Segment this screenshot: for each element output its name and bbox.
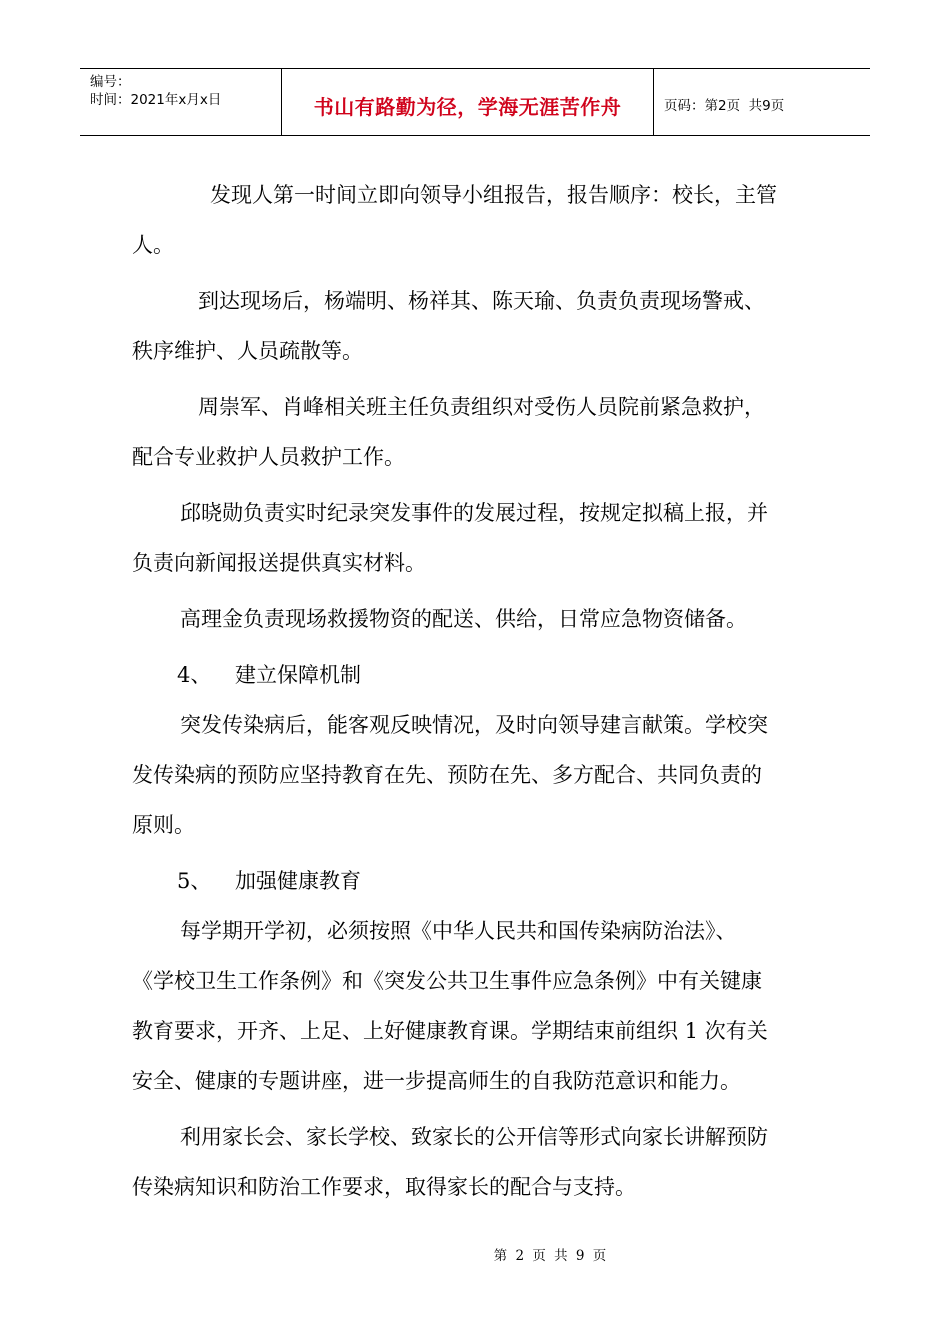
document-time: 时间：2021年x月x日 (90, 92, 222, 108)
paragraph-line: 每学期开学初，必须按照《中华人民共和国传染病防治法》、 (180, 919, 737, 943)
paragraph-on-site (132, 276, 822, 326)
header-meta (80, 69, 282, 135)
section-title: 建立保障机制 (235, 663, 361, 687)
paragraph-line: 《学校卫生工作条例》和《突发公共卫生事件应急条例》中有关键康 (132, 969, 762, 993)
paragraph-recording (132, 488, 822, 538)
paragraph-line: 突发传染病后，能客观反映情况，及时向领导建言献策。学校突 (180, 713, 768, 737)
page-header (80, 68, 870, 136)
document-number-label: 编号： (90, 74, 131, 90)
header-page-info (654, 69, 870, 135)
paragraph-line: 负责向新闻报送提供真实材料。 (132, 551, 426, 575)
paragraph-line: 到达现场后，杨端明、杨祥其、陈天瑜、负责负责现场警戒、 (198, 289, 765, 313)
section-heading-4 (132, 650, 822, 700)
paragraph-line: 教育要求，开齐、上足、上好健康教育课。学期结束前组织 1 次有关 (132, 1019, 768, 1043)
paragraph-line: 传染病知识和防治工作要求，取得家长的配合与支持。 (132, 1175, 636, 1199)
paragraph-line: 安全、健康的专题讲座，进一步提高师生的自我防范意识和能力。 (132, 1069, 741, 1093)
document-body (132, 170, 822, 1212)
paragraph-line: 发现人第一时间立即向领导小组报告，报告顺序：校长，主管 (210, 183, 777, 207)
page-footer: 第 2 页 共 9 页 (493, 1248, 607, 1264)
paragraph-first-aid (132, 382, 822, 432)
header-page-text: 页码：第2页 共9页 (664, 98, 785, 114)
section-number: 4、 (177, 663, 212, 687)
paragraph-line: 邱晓勋负责实时纪录突发事件的发展过程，按规定拟稿上报，并 (180, 501, 768, 525)
paragraph-line: 秩序维护、人员疏散等。 (132, 339, 363, 363)
section-heading-5 (132, 856, 822, 906)
section-number: 5、 (177, 869, 212, 893)
paragraph-line: 人。 (132, 233, 174, 257)
section-title: 加强健康教育 (235, 869, 361, 893)
paragraph-line: 利用家长会、家长学校、致家长的公开信等形式向家长讲解预防 (180, 1125, 768, 1149)
paragraph-line: 原则。 (132, 813, 195, 837)
paragraph-line: 发传染病的预防应坚持教育在先、预防在先、多方配合、共同负责的 (132, 763, 762, 787)
paragraph-line: 周崇军、肖峰相关班主任负责组织对受伤人员院前紧急救护， (198, 395, 765, 419)
paragraph-line: 配合专业救护人员救护工作。 (132, 445, 405, 469)
paragraph-supplies: 高理金负责现场救援物资的配送、供给，日常应急物资储备。 (180, 607, 747, 631)
paragraph-reporter (132, 170, 822, 220)
header-motto: 书山有路勤为径，学海无涯苦作舟 (282, 69, 654, 135)
